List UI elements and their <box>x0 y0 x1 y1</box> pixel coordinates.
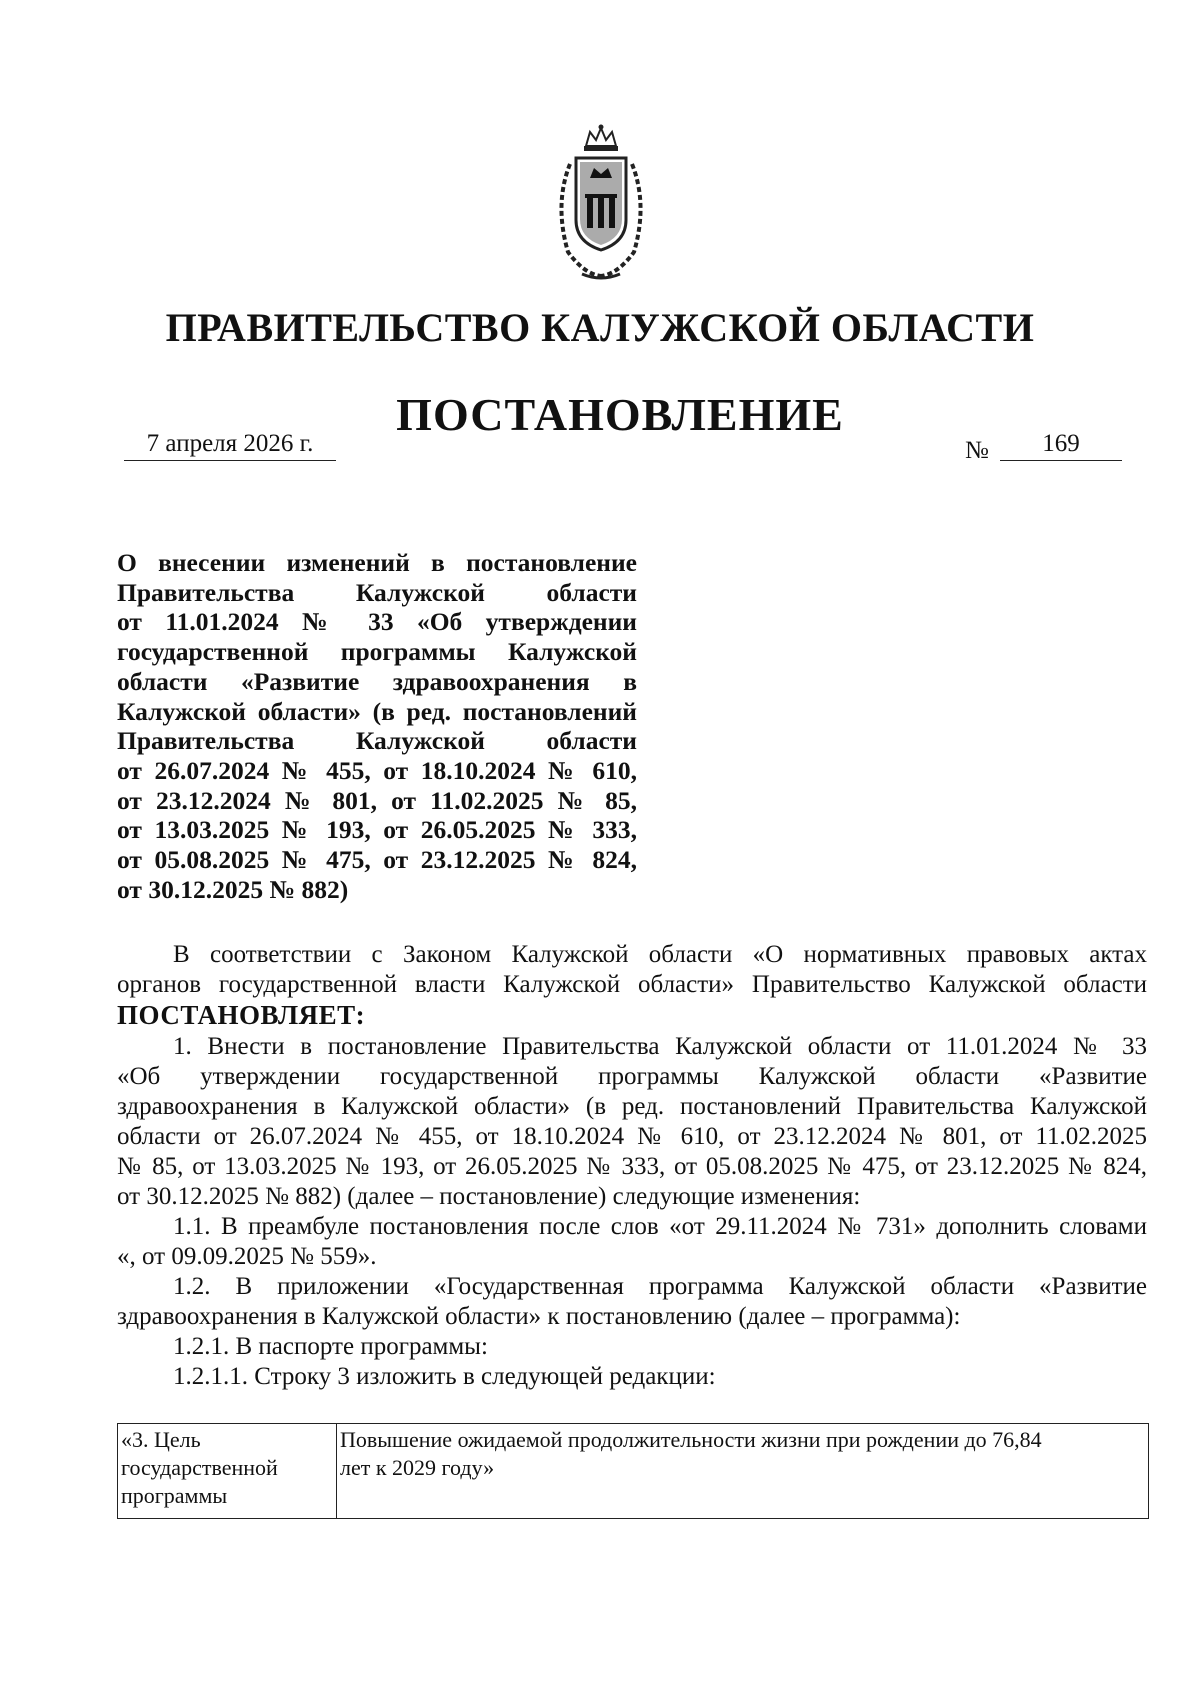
subject-line: от 23.12.2024 № 801, от 11.02.2025 № 85, <box>117 785 637 815</box>
row-label-line: государственной <box>121 1455 278 1480</box>
item-1-line: от 30.12.2025 № 882) (далее – постановление) следующие изменения: <box>117 1183 861 1210</box>
subject-line: государственной программы Калужской <box>117 637 637 667</box>
item-1-line: здравоохранения в Калужской области» (в ред. постановлений Правительства Калужской <box>117 1093 1147 1120</box>
preamble-paragraph <box>117 940 1147 1032</box>
row-label-line: «3. Цель <box>121 1427 201 1452</box>
row-label-line: программы <box>121 1483 228 1508</box>
subject-line: от 30.12.2025 № 882) <box>117 874 349 904</box>
resolves-word: ПОСТАНОВЛЯЕТ: <box>117 1000 366 1030</box>
item-1-2-1-paragraph: 1.2.1. В паспорте программы: <box>173 1333 488 1360</box>
row-label-cell <box>118 1424 337 1519</box>
item-1-paragraph <box>117 1032 1147 1212</box>
item-1-2-line: 1.2. В приложении «Государственная программа Калужской области «Развитие <box>173 1273 1147 1300</box>
subject-line: от 13.03.2025 № 193, от 26.05.2025 № 333, <box>117 815 637 845</box>
subject-line: от 05.08.2025 № 475, от 23.12.2025 № 824, <box>117 845 637 875</box>
row-value-cell <box>337 1424 1149 1519</box>
document-number: 169 <box>1000 430 1122 461</box>
item-1-2-line: здравоохранения в Калужской области» к постановлению (далее – программа): <box>117 1303 961 1330</box>
document-date: 7 апреля 2026 г. <box>124 430 336 461</box>
row-value-line: Повышение ожидаемой продолжительности жизни при рождении до 76,84 <box>340 1427 1042 1452</box>
document-subject <box>117 548 637 904</box>
subject-line: области «Развитие здравоохранения в <box>117 666 637 696</box>
subject-line: Калужской области» (в ред. постановлений <box>117 696 637 726</box>
item-1-2-paragraph <box>117 1272 1147 1332</box>
coat-of-arms-emblem <box>546 124 656 284</box>
passport-row-table <box>117 1423 1149 1519</box>
item-1-line: «Об утверждении государственной программы Калужской области «Развитие <box>117 1063 1147 1090</box>
table-row <box>118 1424 1149 1519</box>
subject-line: О внесении изменений в постановление <box>117 548 637 577</box>
row-value-line: лет к 2029 году» <box>340 1455 495 1480</box>
item-1-line: № 85, от 13.03.2025 № 193, от 26.05.2025 № 333, от 05.08.2025 № 475, от 23.12.2025 № 824, <box>117 1153 1147 1180</box>
item-1-line: 1. Внести в постановление Правительства Калужской области от 11.01.2024 № 33 <box>173 1033 1147 1060</box>
subject-line: Правительства Калужской области <box>117 577 637 607</box>
item-1-1-line: «, от 09.09.2025 № 559». <box>117 1243 377 1270</box>
government-title: ПРАВИТЕЛЬСТВО КАЛУЖСКОЙ ОБЛАСТИ <box>165 305 1035 350</box>
preamble-line: В соответствии с Законом Калужской области «О нормативных правовых актах <box>173 941 1147 968</box>
subject-line: Правительства Калужской области <box>117 726 637 756</box>
item-1-1-line: 1.1. В преамбуле постановления после слов «от 29.11.2024 № 731» дополнить словами <box>173 1213 1147 1240</box>
item-1-line: области от 26.07.2024 № 455, от 18.10.2024 № 610, от 23.12.2024 № 801, от 11.02.2025 <box>117 1123 1147 1150</box>
subject-line: от 26.07.2024 № 455, от 18.10.2024 № 610, <box>117 755 637 785</box>
item-1-1-paragraph <box>117 1212 1147 1272</box>
number-label: № <box>965 437 989 464</box>
document-type-title: ПОСТАНОВЛЕНИЕ <box>396 389 844 440</box>
subject-line: от 11.01.2024 № 33 «Об утверждении <box>117 607 637 637</box>
document-body <box>117 940 1147 1392</box>
item-1-2-1-1-paragraph: 1.2.1.1. Строку 3 изложить в следующей редакции: <box>173 1363 716 1390</box>
preamble-line: органов государственной власти Калужской области» Правительство Калужской области <box>117 971 1147 998</box>
